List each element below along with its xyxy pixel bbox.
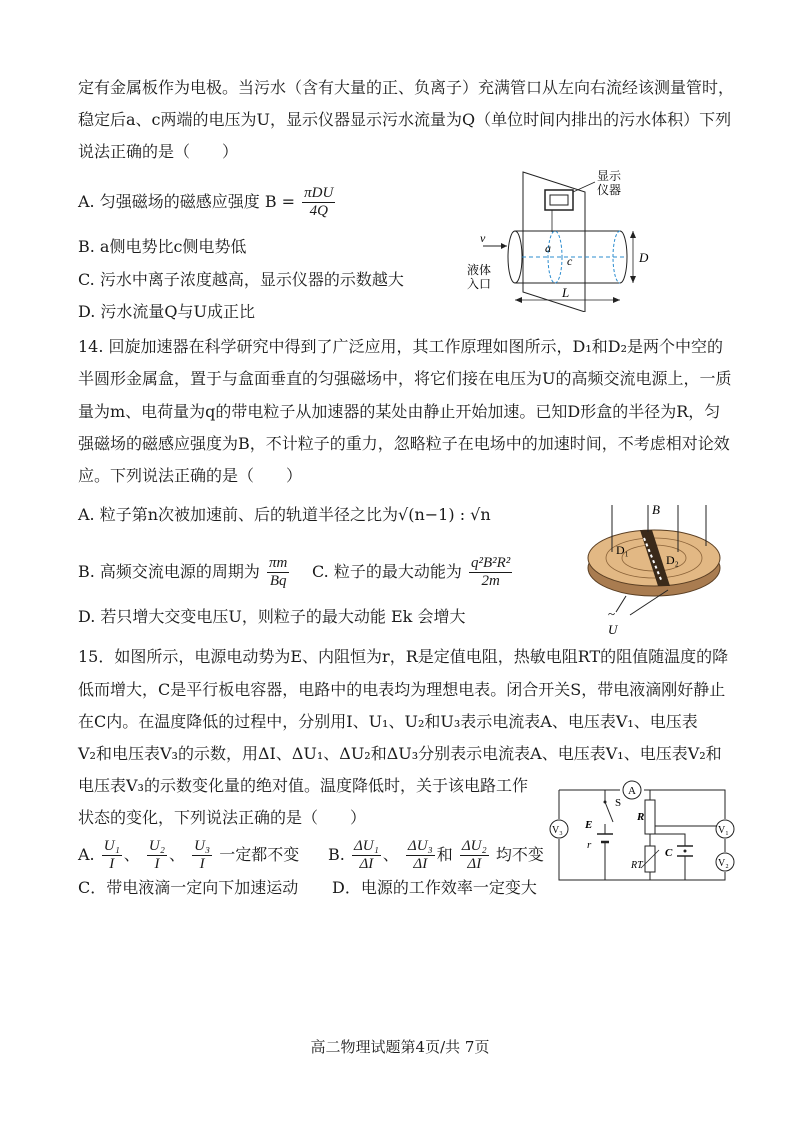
q14-option-a: A. 粒子第n次被加速前、后的轨道半径之比为√(n−1) : √n bbox=[78, 505, 491, 524]
q14-option-c bbox=[312, 555, 514, 590]
q15-line5: 电压表V₃的示数变化量的绝对值。温度降低时，关于该电路工作 bbox=[78, 776, 528, 795]
q13-option-c: C. 污水中离子浓度越高，显示仪器的示数越大 bbox=[78, 270, 404, 289]
q15-option-b-frac2 bbox=[406, 838, 435, 873]
page-footer: 高二物理试题第4页/共 7页 bbox=[310, 1038, 490, 1056]
q14-option-b-prefix: B. 高频交流电源的周期为 bbox=[78, 562, 260, 581]
q15-option-a-frac1-den: I bbox=[109, 856, 115, 872]
q15-option-a-frac3-den: I bbox=[199, 856, 205, 872]
q13-line1: 定有金属板作为电极。当污水（含有大量的正、负离子）充满管口从左向右流经该测量管时， bbox=[78, 78, 735, 97]
q13-display-screen bbox=[550, 195, 568, 205]
q15-label-r: r bbox=[587, 839, 592, 851]
q15-option-d: D．电源的工作效率一定变大 bbox=[332, 878, 537, 897]
q13-pipe-left-end bbox=[508, 231, 522, 283]
q15-resistor-r bbox=[645, 800, 655, 834]
q13-label-inlet1: 液体 bbox=[467, 263, 492, 277]
q15-option-a-frac3-num: U₃ bbox=[194, 838, 211, 854]
q13-option-a bbox=[78, 185, 337, 220]
q15-label-A: A bbox=[628, 785, 636, 797]
q14-option-c-den: 2m bbox=[481, 573, 500, 589]
q14-option-d: D. 若只增大交变电压U，则粒子的最大动能 Ek 会增大 bbox=[78, 607, 466, 626]
q13-option-a-num: πDU bbox=[304, 185, 334, 201]
q13-label-D: D bbox=[639, 250, 649, 265]
q15-option-b-frac3 bbox=[460, 838, 489, 873]
q13-option-a-den: 4Q bbox=[309, 203, 328, 219]
q14-option-c-num: q²B²R² bbox=[470, 555, 511, 571]
q13-label-inlet2: 入口 bbox=[467, 277, 492, 291]
q15-label-S: S bbox=[615, 797, 622, 809]
q15-label-RT: RT bbox=[631, 860, 643, 871]
q13-option-b: B. a侧电势比c侧电势低 bbox=[78, 237, 247, 256]
q14-option-c-fraction bbox=[469, 555, 512, 590]
q15-option-b-frac2-num: ΔU₃ bbox=[407, 838, 433, 854]
q14-label-D1: D₁ bbox=[616, 543, 629, 557]
q15-option-b-frac2-den: ΔI bbox=[413, 856, 428, 872]
q15-line2: 低而增大，C是平行板电容器，电路中的电表均为理想电表。闭合开关S，带电液滴刚好静止 bbox=[78, 680, 726, 699]
q14-line3: 量为m、电荷量为q的带电粒子从加速器的某处由静止开始加速。已知D形盒的半径为R，匀 bbox=[78, 402, 721, 421]
q13-option-a-prefix: A. 匀强磁场的磁感应强度 B = bbox=[78, 192, 296, 211]
q15-option-a-frac2-den: I bbox=[154, 856, 160, 872]
q15-wire-top-right bbox=[644, 790, 725, 819]
q15-option-a-sep2: 、 bbox=[168, 845, 185, 864]
q15-option-b-suffix: 均不变 bbox=[495, 845, 544, 864]
q13-display-leader bbox=[573, 182, 595, 192]
q15-droplet bbox=[684, 850, 687, 853]
q15-label-V3: V₃ bbox=[552, 825, 563, 836]
q15-label-E: E bbox=[585, 819, 593, 831]
q13-label-display2: 仪器 bbox=[597, 183, 622, 197]
q13-label-L: L bbox=[562, 285, 570, 300]
q15-option-a-sep1: 、 bbox=[123, 845, 140, 864]
q14-option-b-den: Bq bbox=[269, 573, 287, 589]
q13-dimension-l-right bbox=[613, 297, 620, 303]
q15-label-R: R bbox=[637, 811, 645, 823]
q15-wire-cap-top bbox=[650, 834, 685, 846]
q14-line1: 14. 回旋加速器在科学研究中得到了广泛应用，其工作原理如图所示，D₁和D₂是两个中空的 bbox=[78, 337, 724, 356]
q15-line3: 在C内。在温度降低的过程中，分别用I、U₁、U₂和U₃表示电流表A、电压表V₁、电压表 bbox=[78, 712, 698, 731]
q14-option-b bbox=[78, 555, 291, 590]
q14-option-c-prefix: C. 粒子的最大动能为 bbox=[312, 562, 462, 581]
q15-option-b-prefix: B. bbox=[328, 845, 345, 864]
q15-option-b-frac3-den: ΔI bbox=[467, 856, 482, 872]
q14-label-U: U bbox=[608, 622, 618, 637]
q15-label-V1: V₁ bbox=[718, 825, 729, 836]
q15-label-C: C bbox=[665, 847, 673, 859]
q15-option-b-and: 和 bbox=[436, 845, 453, 864]
q13-option-d: D. 污水流量Q与U成正比 bbox=[78, 302, 256, 321]
q15-option-a-frac3 bbox=[192, 838, 212, 873]
q15-option-a bbox=[78, 838, 299, 873]
q13-flowmeter-figure bbox=[465, 162, 665, 312]
q13-dimension-d-bottom bbox=[630, 276, 636, 283]
q15-option-b-frac1 bbox=[352, 838, 381, 873]
q13-label-c: c bbox=[567, 254, 573, 268]
q14-label-tilde: ~ bbox=[608, 606, 616, 621]
q13-velocity-arrowhead bbox=[501, 243, 507, 249]
q15-option-b-frac1-num: ΔU₁ bbox=[353, 838, 379, 854]
q15-label-V2: V₂ bbox=[718, 858, 729, 869]
q14-wire-left bbox=[616, 596, 626, 612]
q14-cyclotron-figure bbox=[582, 500, 732, 640]
q15-option-a-frac2 bbox=[147, 838, 167, 873]
q15-option-a-suffix: 一定都不变 bbox=[219, 845, 300, 864]
q13-line2: 稳定后a、c两端的电压为U，显示仪器显示污水流量为Q（单位时间内排出的污水体积）下列 bbox=[78, 110, 732, 129]
q14-label-D2: D₂ bbox=[666, 553, 679, 567]
q15-option-b-sep: 、 bbox=[382, 845, 399, 864]
q14-line2: 半圆形金属盒，置于与盒面垂直的匀强磁场中，将它们接在电压为U的高频交流电源上，一质 bbox=[78, 369, 732, 388]
q15-option-c: C．带电液滴一定向下加速运动 bbox=[78, 878, 299, 897]
q13-label-display1: 显示 bbox=[597, 169, 622, 183]
q15-line1: 15．如图所示，电源电动势为E、内阻恒为r，R是定值电阻，热敏电阻RT的阻值随温度的降 bbox=[78, 647, 729, 666]
q13-label-a: a bbox=[545, 241, 551, 255]
q14-label-B: B bbox=[652, 502, 660, 517]
q14-line5: 应。下列说法正确的是（ ） bbox=[78, 466, 303, 485]
q15-option-b-frac3-num: ΔU₂ bbox=[461, 838, 487, 854]
q15-switch bbox=[605, 802, 613, 822]
q14-line4: 强磁场的磁感应强度为B，不计粒子的重力，忽略粒子在电场中的加速时间，不考虑相对论效 bbox=[78, 434, 730, 453]
q15-option-b-frac1-den: ΔI bbox=[359, 856, 374, 872]
q15-line6: 状态的变化，下列说法正确的是（ ） bbox=[78, 808, 367, 827]
q13-option-a-fraction bbox=[302, 185, 335, 220]
q15-option-a-frac1-num: U₁ bbox=[103, 838, 120, 854]
q14-option-b-num: πm bbox=[269, 555, 288, 571]
q15-line4: V₂和电压表V₃的示数，用ΔI、ΔU₁、ΔU₂和ΔU₃分别表示电流表A、电压表V₁、电压表V₂和 bbox=[78, 744, 722, 763]
q15-option-b bbox=[328, 838, 544, 873]
q14-option-b-fraction bbox=[267, 555, 289, 590]
q15-switch-pivot bbox=[604, 801, 607, 804]
q13-line3: 说法正确的是（ ） bbox=[78, 142, 239, 161]
q15-circuit-figure bbox=[545, 776, 745, 886]
q15-option-a-prefix: A. bbox=[78, 845, 95, 864]
q13-dimension-d-top bbox=[630, 231, 636, 238]
q13-label-v: v bbox=[480, 231, 486, 245]
q15-option-a-frac2-num: U₂ bbox=[148, 838, 165, 854]
q13-dimension-l-left bbox=[515, 297, 522, 303]
q15-option-a-frac1 bbox=[102, 838, 122, 873]
